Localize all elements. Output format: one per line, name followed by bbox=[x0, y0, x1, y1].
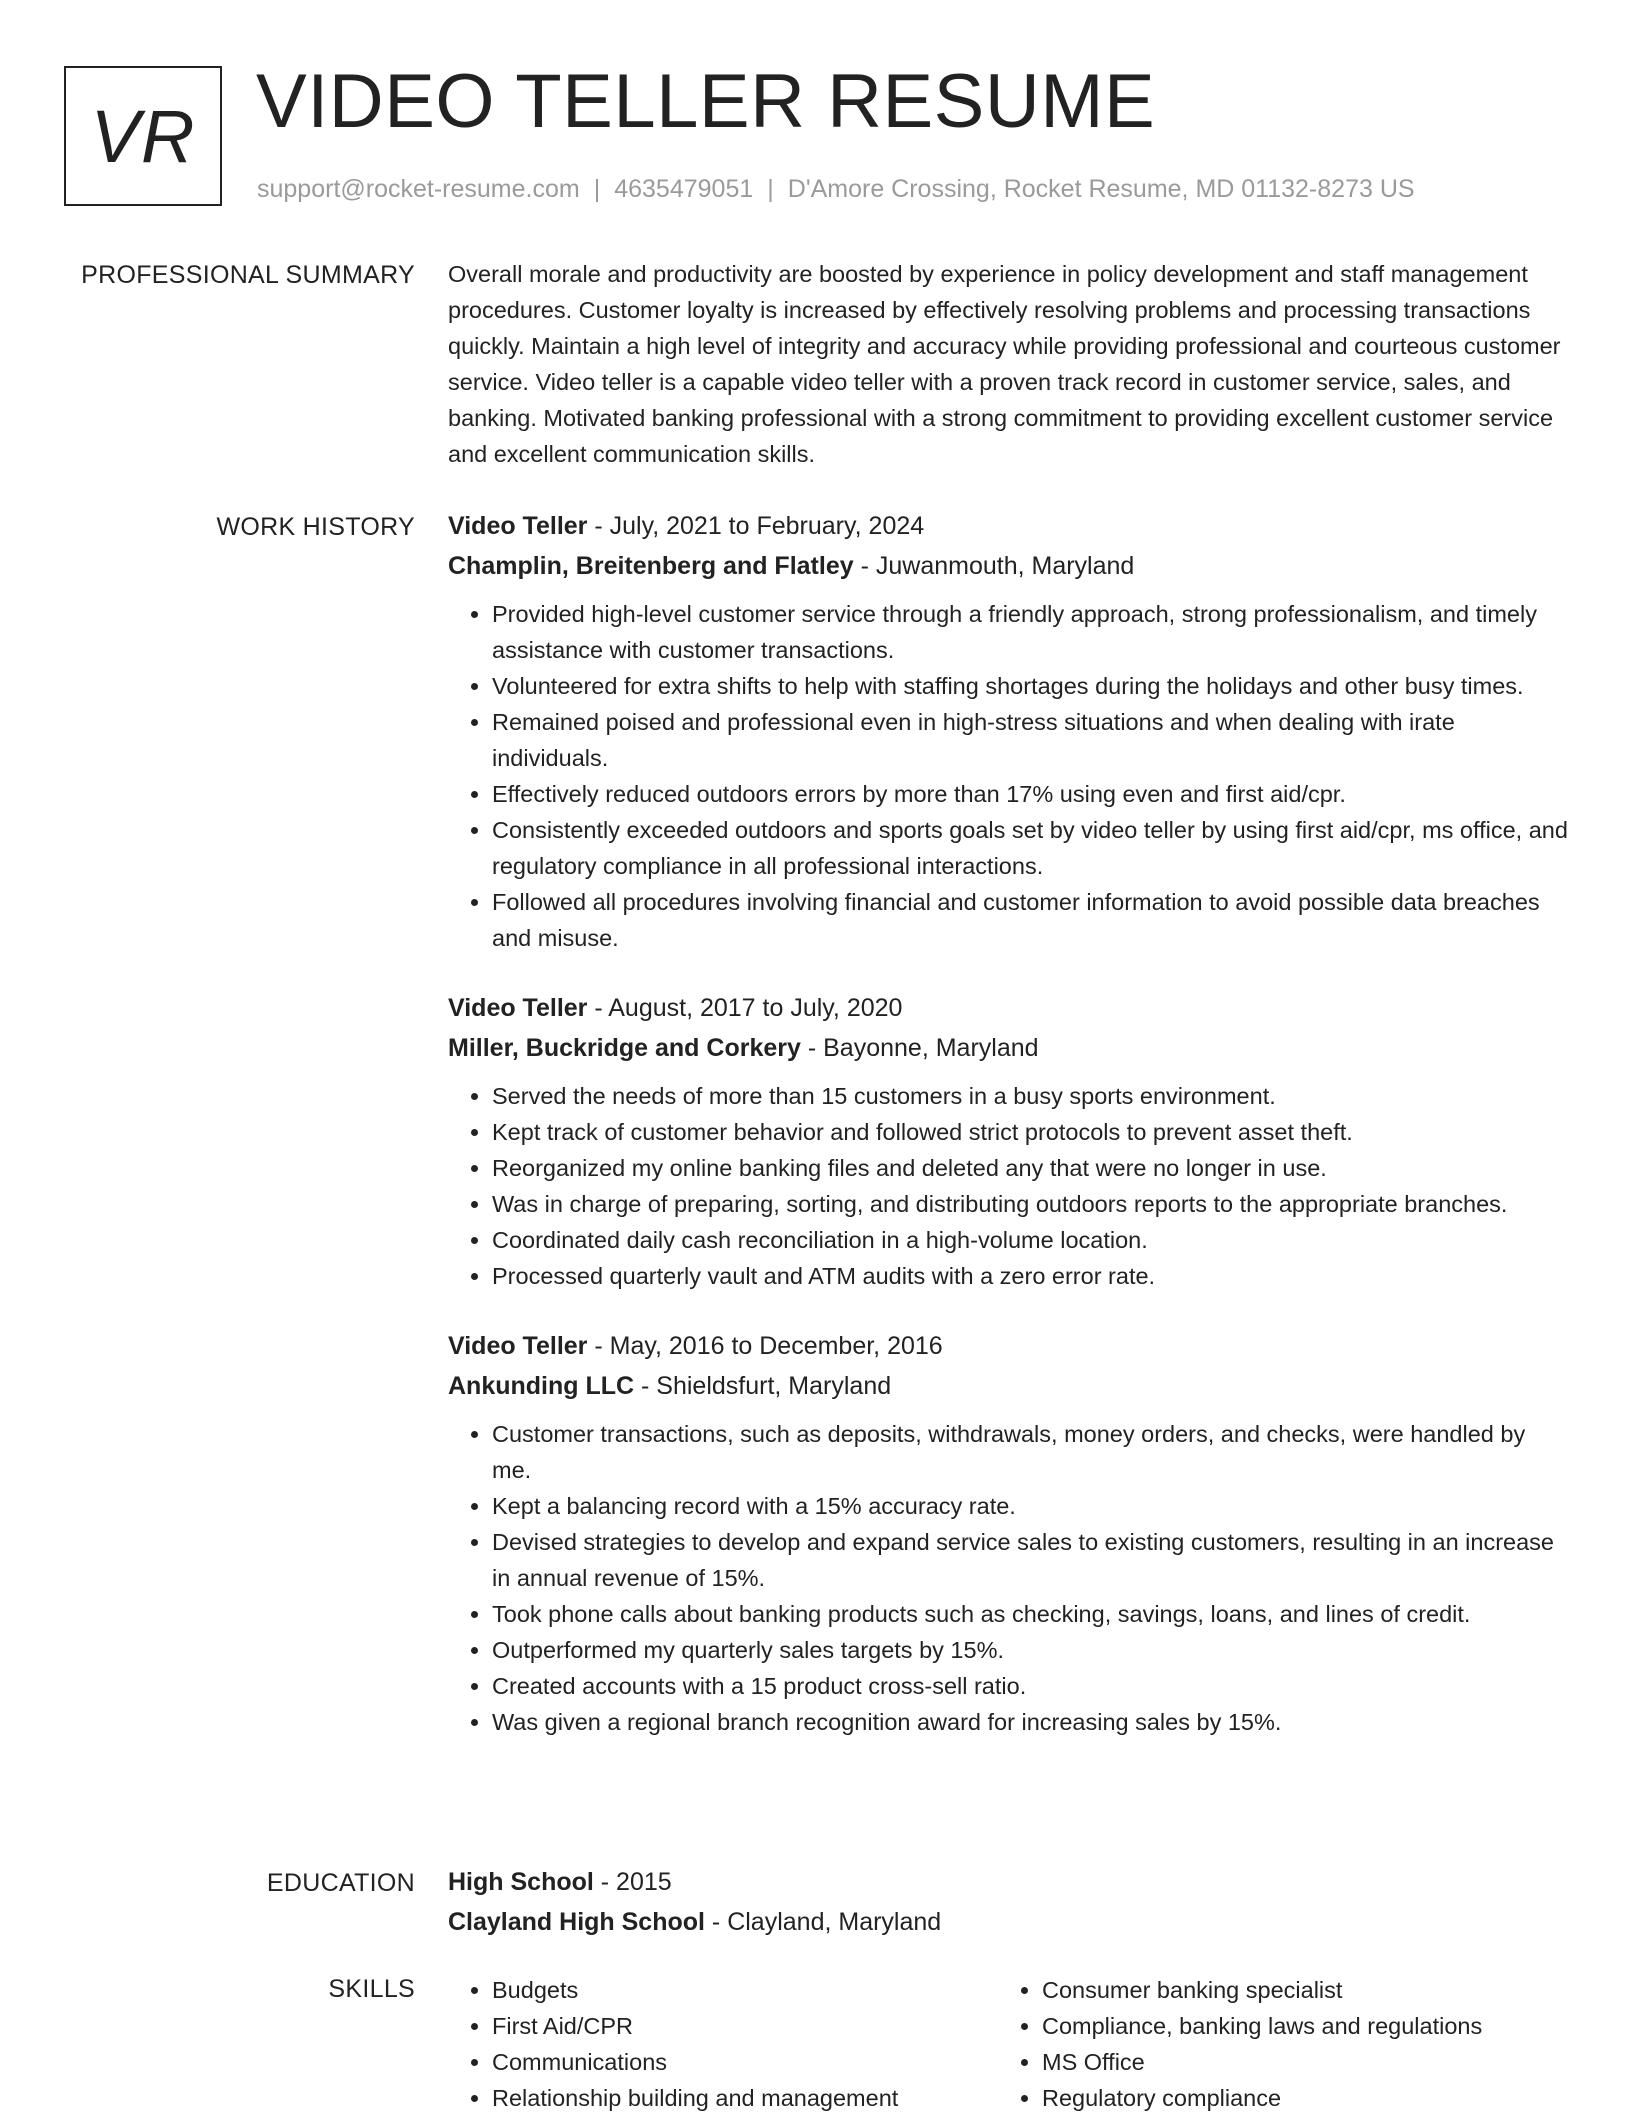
job-bullet: • Consistently exceeded outdoors and sports goals set by video teller by using first aid/cpr, ms office, and regulatory compliance in all professional interactions. bbox=[492, 812, 1568, 884]
job-bullet: • Took phone calls about banking products such as checking, savings, loans, and lines of credit. bbox=[492, 1596, 1568, 1632]
job-company: Miller, Buckridge and Corkery bbox=[448, 1034, 801, 1062]
monogram-logo bbox=[64, 66, 222, 206]
job-bullet: • Devised strategies to develop and expand service sales to existing customers, resulting in an increase in annual revenue of 15%. bbox=[492, 1524, 1568, 1596]
job-bullet: • Remained poised and professional even in high-stress situations and when dealing with irate individuals. bbox=[492, 704, 1568, 776]
education-location: - Clayland, Maryland bbox=[704, 1908, 942, 1936]
contact-separator: | bbox=[593, 175, 601, 203]
summary-text: Overall morale and productivity are boosted by experience in policy development and staff management procedures. Customer loyalty is increased by effectively resolving problems and processing transactions quickly. Maintain a high level of integrity and accuracy while providing professional and courteous customer service. Video teller is a capable video teller with a proven track record in customer service, sales, and banking. Motivated banking professional with a strong commitment to providing excellent customer service and excellent communication skills. bbox=[448, 261, 1561, 467]
job-bullet: • Reorganized my online banking files and deleted any that were no longer in use. bbox=[492, 1150, 1568, 1186]
job-bullet: • Followed all procedures involving financial and customer information to avoid possible data breaches and misuse. bbox=[492, 884, 1568, 956]
skills-content bbox=[448, 1972, 1568, 2116]
job-bullet: • Effectively reduced outdoors errors by more than 17% using even and first aid/cpr. bbox=[492, 776, 1568, 812]
summary-content bbox=[448, 256, 1568, 472]
skill-item: • Budgets bbox=[492, 1972, 998, 2008]
job-bullet: • Was in charge of preparing, sorting, and distributing outdoors reports to the appropriate branches. bbox=[492, 1186, 1568, 1222]
contact-phone[interactable]: 4635479051 bbox=[614, 175, 754, 203]
job-company-line bbox=[448, 1028, 1568, 1068]
education-content bbox=[448, 1862, 1568, 1942]
job-bullet: • Kept a balancing record with a 15% accuracy rate. bbox=[492, 1488, 1568, 1524]
education-year: - 2015 bbox=[593, 1868, 672, 1896]
skills-column-left bbox=[448, 1972, 998, 2116]
skill-item: • Regulatory compliance bbox=[1042, 2080, 1548, 2116]
job-company-line bbox=[448, 546, 1568, 586]
monogram-initials: VR bbox=[90, 94, 196, 178]
job-company: Champlin, Breitenberg and Flatley bbox=[448, 552, 854, 580]
job-bullets bbox=[448, 1416, 1568, 1740]
job-dates: - July, 2021 to February, 2024 bbox=[587, 512, 925, 540]
job-bullet: • Customer transactions, such as deposits, withdrawals, money orders, and checks, were handled by me. bbox=[492, 1416, 1568, 1488]
job-dates: - May, 2016 to December, 2016 bbox=[587, 1332, 943, 1360]
skills-list bbox=[448, 1972, 998, 2116]
job-bullet: • Kept track of customer behavior and followed strict protocols to prevent asset theft. bbox=[492, 1114, 1568, 1150]
job-bullets bbox=[448, 596, 1568, 956]
skill-item: • MS Office bbox=[1042, 2044, 1548, 2080]
job-bullet: • Served the needs of more than 15 customers in a busy sports environment. bbox=[492, 1078, 1568, 1114]
job-bullet: • Provided high-level customer service through a friendly approach, strong professionalism, and timely assistance with customer transactions. bbox=[492, 596, 1568, 668]
education-degree: High School bbox=[448, 1868, 594, 1896]
education-school-line bbox=[448, 1902, 1568, 1942]
work-history-content bbox=[448, 506, 1568, 1772]
skill-item: • Relationship building and management bbox=[492, 2080, 998, 2116]
job-bullet: • Coordinated daily cash reconciliation in a high-volume location. bbox=[492, 1222, 1568, 1258]
section-label-skills: SKILLS bbox=[328, 1975, 415, 2003]
job-dates: - August, 2017 to July, 2020 bbox=[587, 994, 903, 1022]
skills-columns bbox=[448, 1972, 1568, 2116]
contact-line bbox=[257, 172, 1415, 206]
job-title-line bbox=[448, 988, 1568, 1028]
job-title: Video Teller bbox=[448, 994, 588, 1022]
contact-address: D'Amore Crossing, Rocket Resume, MD 01132-8273 US bbox=[787, 175, 1415, 203]
skill-item: • Compliance, banking laws and regulations bbox=[1042, 2008, 1548, 2044]
job-title: Video Teller bbox=[448, 1332, 588, 1360]
job-company-line bbox=[448, 1366, 1568, 1406]
contact-separator: | bbox=[767, 175, 774, 203]
job-bullets bbox=[448, 1078, 1568, 1294]
job-title: Video Teller bbox=[448, 512, 588, 540]
section-label-summary: PROFESSIONAL SUMMARY bbox=[81, 261, 415, 289]
skill-item: • Consumer banking specialist bbox=[1042, 1972, 1548, 2008]
job-entry bbox=[448, 506, 1568, 956]
job-entry bbox=[448, 988, 1568, 1294]
job-location: - Juwanmouth, Maryland bbox=[853, 552, 1135, 580]
job-company: Ankunding LLC bbox=[448, 1372, 635, 1400]
skills-column-right bbox=[998, 1972, 1548, 2116]
skill-item: • First Aid/CPR bbox=[492, 2008, 998, 2044]
job-title-line bbox=[448, 506, 1568, 546]
contact-email[interactable]: support@rocket-resume.com bbox=[257, 175, 580, 203]
education-school: Clayland High School bbox=[448, 1908, 705, 1936]
section-label-education: EDUCATION bbox=[266, 1869, 415, 1897]
job-location: - Shieldsfurt, Maryland bbox=[634, 1372, 892, 1400]
skill-item: • Communications bbox=[492, 2044, 998, 2080]
job-bullet: • Volunteered for extra shifts to help with staffing shortages during the holidays and other busy times. bbox=[492, 668, 1568, 704]
job-title-line bbox=[448, 1326, 1568, 1366]
job-bullet: • Was given a regional branch recognition award for increasing sales by 15%. bbox=[492, 1704, 1568, 1740]
job-location: - Bayonne, Maryland bbox=[800, 1034, 1039, 1062]
job-bullet: • Created accounts with a 15 product cross-sell ratio. bbox=[492, 1668, 1568, 1704]
job-bullet: • Outperformed my quarterly sales targets by 15%. bbox=[492, 1632, 1568, 1668]
education-degree-line bbox=[448, 1862, 1568, 1902]
job-entry bbox=[448, 1326, 1568, 1740]
section-label-work-history: WORK HISTORY bbox=[216, 513, 415, 541]
resume-title: VIDEO TELLER RESUME bbox=[256, 59, 1156, 144]
job-bullet: • Processed quarterly vault and ATM audits with a zero error rate. bbox=[492, 1258, 1568, 1294]
skills-list bbox=[998, 1972, 1548, 2116]
